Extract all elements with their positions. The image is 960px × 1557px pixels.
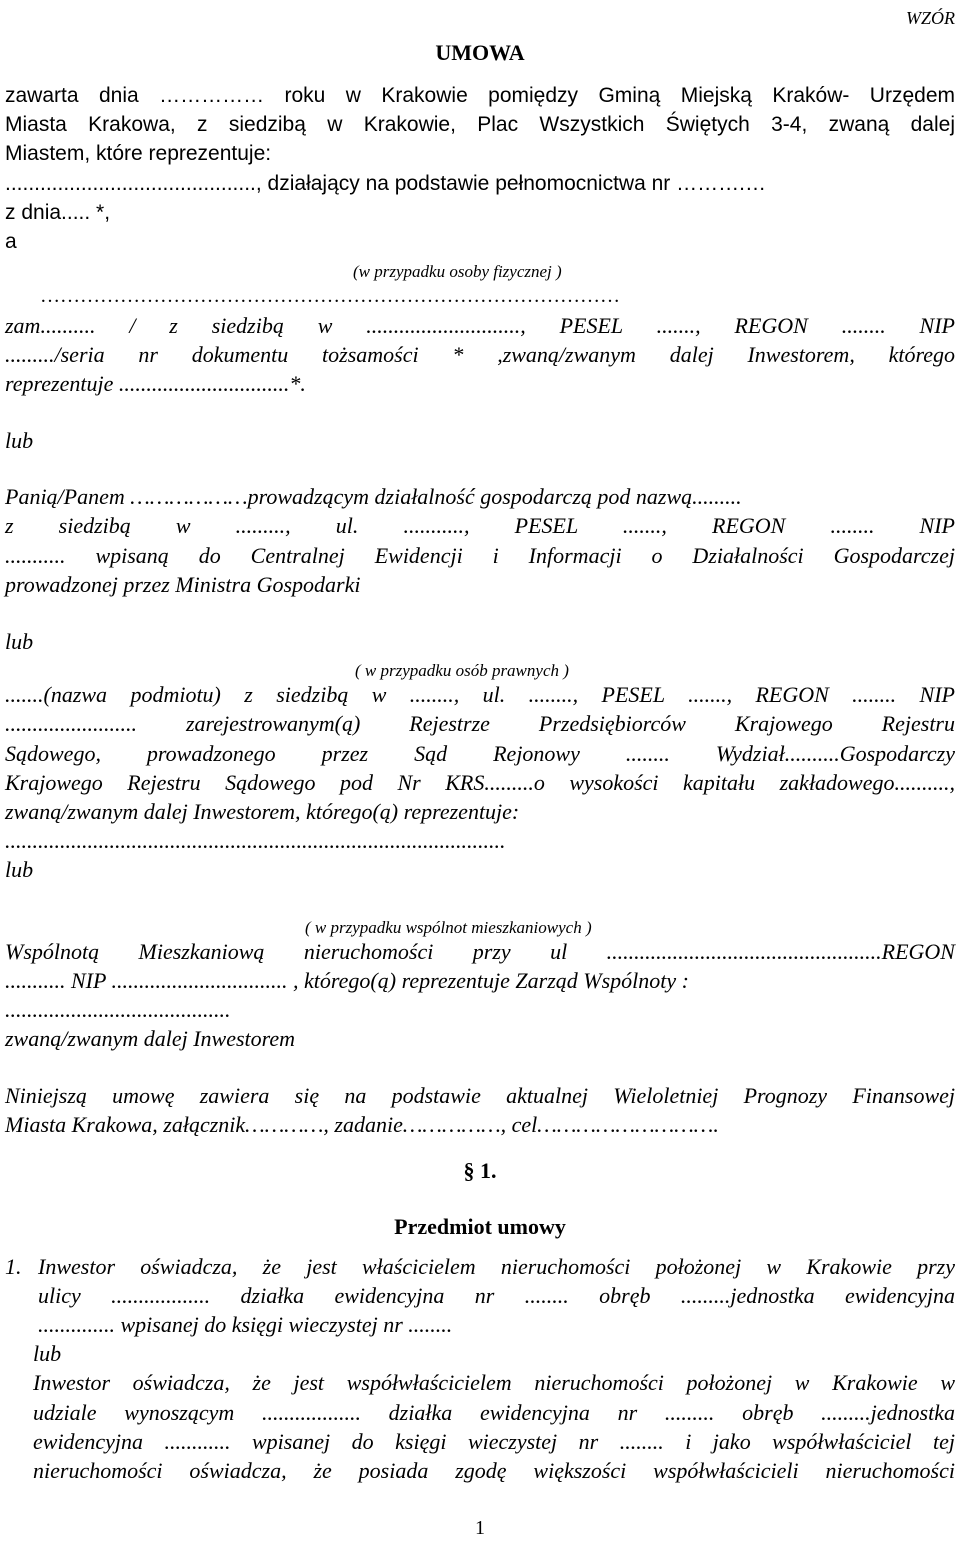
- community-caption: ( w przypadku wspólnot mieszkaniowych ): [305, 918, 592, 937]
- business-line-2: z siedzibą w ........., ul. ..........., PESEL ......., REGON ........ NIP: [5, 513, 955, 538]
- item-1-line-6: ewidencyjna ............ wpisanej do księgi wieczystej nr ........ i jako współwłaściciel tej: [33, 1429, 955, 1454]
- lub-separator-3: lub: [5, 857, 34, 882]
- natural-line-2: ........./seria nr dokumentu tożsamości * ,zwaną/zwanym dalej Inwestorem, którego: [5, 342, 955, 367]
- business-line-4: prowadzonej przez Ministra Gospodarki: [5, 572, 361, 597]
- community-line-3: .........................................: [5, 997, 231, 1022]
- legal-line-3: Sądowego, prowadzonego przez Sąd Rejonowy ........ Wydział..........Gospodarczy: [5, 741, 955, 766]
- wzor-label: WZÓR: [906, 8, 955, 28]
- page-number: 1: [475, 1517, 485, 1539]
- lub-separator-1: lub: [5, 428, 34, 453]
- legal-line-1: .......(nazwa podmiotu) z siedzibą w ........, ul. ........, PESEL ......., REGON ........ NIP: [5, 682, 955, 707]
- legal-line-2: ........................ zarejestrowanym(ą) Rejestrze Przedsiębiorców Krajowego Rejestru: [5, 711, 955, 736]
- item-1-line-2: ulicy .................. działka ewidencyjna nr ........ obręb .........jednostka ewidencyjna: [38, 1283, 955, 1308]
- intro-line-2: Miasta Krakowa, z siedzibą w Krakowie, Plac Wszystkich Świętych 3-4, zwaną dalej: [5, 113, 955, 136]
- legal-line-4: Krajowego Rejestru Sądowego pod Nr KRS.........o wysokości kapitału zakładowego..........,: [5, 770, 955, 795]
- natural-person-caption: (w przypadku osoby fizycznej ): [353, 262, 562, 281]
- basis-line-2: Miasta Krakowa, załącznik…………, zadanie……………, cel……………………….: [5, 1112, 719, 1137]
- intro-line-6: a: [5, 230, 17, 253]
- lub-separator-2: lub: [5, 629, 34, 654]
- natural-dots-line: ……………………………………………………………………………: [40, 285, 620, 307]
- item-1-line-1: Inwestor oświadcza, że jest właścicielem nieruchomości położonej w Krakowie przy: [38, 1254, 955, 1279]
- business-line-3: ........... wpisaną do Centralnej Ewidencji i Informacji o Działalności Gospodarczej: [5, 543, 955, 568]
- intro-line-4: ..........................................., działający na podstawie pełnomocnictwa nr ……….…: [5, 172, 766, 195]
- natural-line-1: zam.......... / z siedzibą w ............................, PESEL ......., REGON ........ NIP: [5, 313, 955, 338]
- section-number: § 1.: [463, 1158, 497, 1183]
- legal-person-caption: ( w przypadku osób prawnych ): [355, 661, 569, 680]
- item-1-line-5: udziale wynoszącym .................. działka ewidencyjna nr ......... obręb .........jednostka: [33, 1400, 955, 1425]
- legal-line-6: ...........................................................................................: [5, 828, 506, 853]
- intro-line-5: z dnia..... *,: [5, 201, 111, 224]
- intro-line-3: Miastem, które reprezentuje:: [5, 142, 272, 165]
- basis-line-1: Niniejszą umowę zawiera się na podstawie aktualnej Wieloletniej Prognozy Finansowej: [5, 1083, 955, 1108]
- item-1-lub: lub: [33, 1341, 62, 1366]
- intro-line-1: zawarta dnia …………… roku w Krakowie pomiędzy Gminą Miejską Kraków- Urzędem: [5, 84, 955, 107]
- item-1-number: 1.: [5, 1254, 22, 1279]
- document-title: UMOWA: [435, 40, 525, 65]
- item-1-line-7: nieruchomości oświadcza, że posiada zgodę większości współwłaścicieli nieruchomości: [33, 1458, 955, 1483]
- item-1-line-4: Inwestor oświadcza, że jest współwłaścicielem nieruchomości położonej w Krakowie w: [33, 1370, 955, 1395]
- business-line-1: Panią/Panem ………………prowadzącym działalność gospodarczą pod nazwą.........: [5, 484, 742, 509]
- item-1-line-3: .............. wpisanej do księgi wieczystej nr ........: [38, 1312, 453, 1337]
- section-heading: Przedmiot umowy: [394, 1214, 566, 1239]
- community-line-4: zwaną/zwanym dalej Inwestorem: [5, 1026, 296, 1051]
- community-line-2: ........... NIP ................................ , którego(ą) reprezentuje Zarząd Wspólnoty :: [5, 968, 689, 993]
- community-line-1: Wspólnotą Mieszkaniową nieruchomości przy ul ..................................................REGON: [5, 939, 955, 964]
- natural-line-3: reprezentuje ...............................*.: [5, 371, 306, 396]
- legal-line-5: zwaną/zwanym dalej Inwestorem, którego(ą) reprezentuje:: [5, 799, 520, 824]
